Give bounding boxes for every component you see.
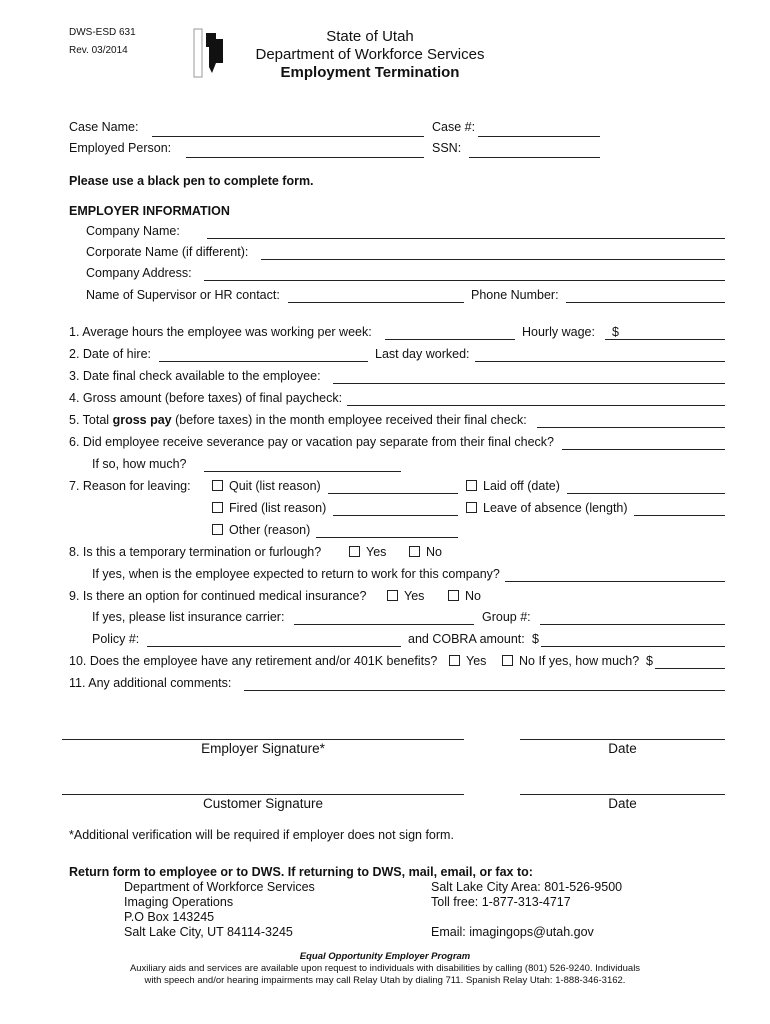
final-check-field[interactable] [333,370,725,384]
q3-label: 3. Date final check available to the employee: [69,369,321,383]
employer-date-line[interactable] [520,739,725,740]
utah-logo-icon [192,27,226,79]
footer-line-1: Auxiliary aids and services are available upon request to individuals with disabilities by calling (801) 526-9240. Individuals [129,963,641,974]
q10-yes-checkbox[interactable] [449,655,460,666]
contact-phone: Salt Lake City Area: 801-526-9500 [431,880,623,894]
department-title: Department of Workforce Services [255,46,485,63]
dollar-sign: $ [612,325,619,339]
q8-sub-label: If yes, when is the employee expected to return to work for this company? [92,567,500,581]
contact-email: Email: imagingops@utah.gov [431,925,594,939]
fired-reason-field[interactable] [333,502,458,516]
company-name-label: Company Name: [86,224,180,238]
q10-label: 10. Does the employee have any retirement and/or 401K benefits? [69,654,438,668]
employer-signature-line[interactable] [62,739,464,740]
severance-field[interactable] [562,436,725,450]
case-number-label: Case #: [432,120,476,134]
group-label: Group #: [482,610,531,624]
q10-yes-label: Yes [466,654,487,668]
eeo-text: Equal Opportunity Employer Program [299,951,471,962]
q7-label: 7. Reason for leaving: [69,479,191,493]
q9-yes-label: Yes [404,589,425,603]
other-label: Other (reason) [229,523,311,537]
footer-line-2: with speech and/or hearing impairments may call Relay Utah by dialing 711. Spanish Relay Utah: 1-888-346-3162. [144,975,626,986]
q11-label: 11. Any additional comments: [69,676,232,690]
leave-label: Leave of absence (length) [483,501,628,515]
cobra-label: and COBRA amount: [408,632,525,646]
gross-pay-field[interactable] [537,414,725,428]
q10-dollar: $ [646,654,653,668]
phone-label: Phone Number: [471,288,559,302]
other-checkbox[interactable] [212,524,223,535]
q9-no-label: No [465,589,481,603]
employer-heading: EMPLOYER INFORMATION [69,204,230,218]
q9-no-checkbox[interactable] [448,590,459,601]
gross-amount-field[interactable] [347,392,725,406]
return-heading: Return form to employee or to DWS. If returning to DWS, mail, email, or fax to: [69,865,533,879]
q9-label: 9. Is there an option for continued medical insurance? [69,589,367,603]
address-line-4: Salt Lake City, UT 84114-3245 [124,925,293,939]
verification-note: *Additional verification will be required if employer does not sign form. [69,828,454,842]
state-title: State of Utah [326,28,414,45]
supervisor-field[interactable] [288,289,464,303]
return-date-field[interactable] [505,568,725,582]
address-line-3: P.O Box 143245 [124,910,215,924]
other-reason-field[interactable] [316,524,458,538]
contact-tollfree: Toll free: 1-877-313-4717 [431,895,571,909]
quit-checkbox[interactable] [212,480,223,491]
leave-checkbox[interactable] [466,502,477,513]
q6-label: 6. Did employee receive severance pay or vacation pay separate from their final check? [69,435,554,449]
form-id: DWS-ESD 631 [69,27,136,38]
laid-off-checkbox[interactable] [466,480,477,491]
case-name-field[interactable] [152,123,424,137]
customer-date-line[interactable] [520,794,725,795]
hire-date-field[interactable] [159,348,368,362]
company-name-field[interactable] [207,225,725,239]
corporate-name-label: Corporate Name (if different): [86,245,249,259]
company-address-field[interactable] [204,267,725,281]
case-number-field[interactable] [478,123,600,137]
fired-label: Fired (list reason) [229,501,327,515]
policy-field[interactable] [147,633,401,647]
q10-no-label: No If yes, how much? [519,654,640,668]
retirement-amount-field[interactable] [655,655,725,669]
wage-field[interactable] [605,326,725,340]
q8-yes-checkbox[interactable] [349,546,360,557]
q8-no-label: No [426,545,442,559]
hours-field[interactable] [385,326,515,340]
q1-label: 1. Average hours the employee was working per week: [69,325,372,339]
laid-off-date-field[interactable] [567,480,725,494]
revision: Rev. 03/2014 [69,45,128,56]
carrier-field[interactable] [294,611,474,625]
q5-label: 5. Total gross pay (before taxes) in the month employee received their final check: [69,413,527,427]
employed-person-field[interactable] [186,144,424,158]
address-line-1: Department of Workforce Services [124,880,315,894]
leave-length-field[interactable] [634,502,725,516]
customer-date-label: Date [608,796,637,811]
customer-signature-line[interactable] [62,794,464,795]
supervisor-label: Name of Supervisor or HR contact: [86,288,280,302]
company-address-label: Company Address: [86,266,192,280]
cobra-dollar: $ [532,632,539,646]
severance-amount-field[interactable] [204,458,401,472]
employer-date-label: Date [608,741,637,756]
last-day-field[interactable] [475,348,725,362]
carrier-label: If yes, please list insurance carrier: [92,610,285,624]
q2-label: 2. Date of hire: [69,347,151,361]
instruction: Please use a black pen to complete form. [69,174,314,188]
fired-checkbox[interactable] [212,502,223,513]
corporate-name-field[interactable] [261,246,725,260]
laid-off-label: Laid off (date) [483,479,560,493]
case-name-label: Case Name: [69,120,139,134]
phone-field[interactable] [566,289,725,303]
comments-field[interactable] [244,677,725,691]
policy-label: Policy #: [92,632,140,646]
q8-label: 8. Is this a temporary termination or furlough? [69,545,322,559]
quit-label: Quit (list reason) [229,479,321,493]
cobra-field[interactable] [541,633,725,647]
page-title: Employment Termination [280,64,460,81]
ssn-field[interactable] [469,144,600,158]
q8-no-checkbox[interactable] [409,546,420,557]
q10-no-checkbox[interactable] [502,655,513,666]
q6-sub-label: If so, how much? [92,457,187,471]
address-line-2: Imaging Operations [124,895,234,909]
employer-signature-label: Employer Signature* [201,741,325,756]
quit-reason-field[interactable] [328,480,458,494]
employed-person-label: Employed Person: [69,141,172,155]
q4-label: 4. Gross amount (before taxes) of final paycheck: [69,391,343,405]
group-field[interactable] [540,611,725,625]
customer-signature-label: Customer Signature [202,796,324,811]
q8-yes-label: Yes [366,545,387,559]
q9-yes-checkbox[interactable] [387,590,398,601]
wage-label: Hourly wage: [522,325,595,339]
ssn-label: SSN: [432,141,462,155]
last-day-label: Last day worked: [375,347,470,361]
